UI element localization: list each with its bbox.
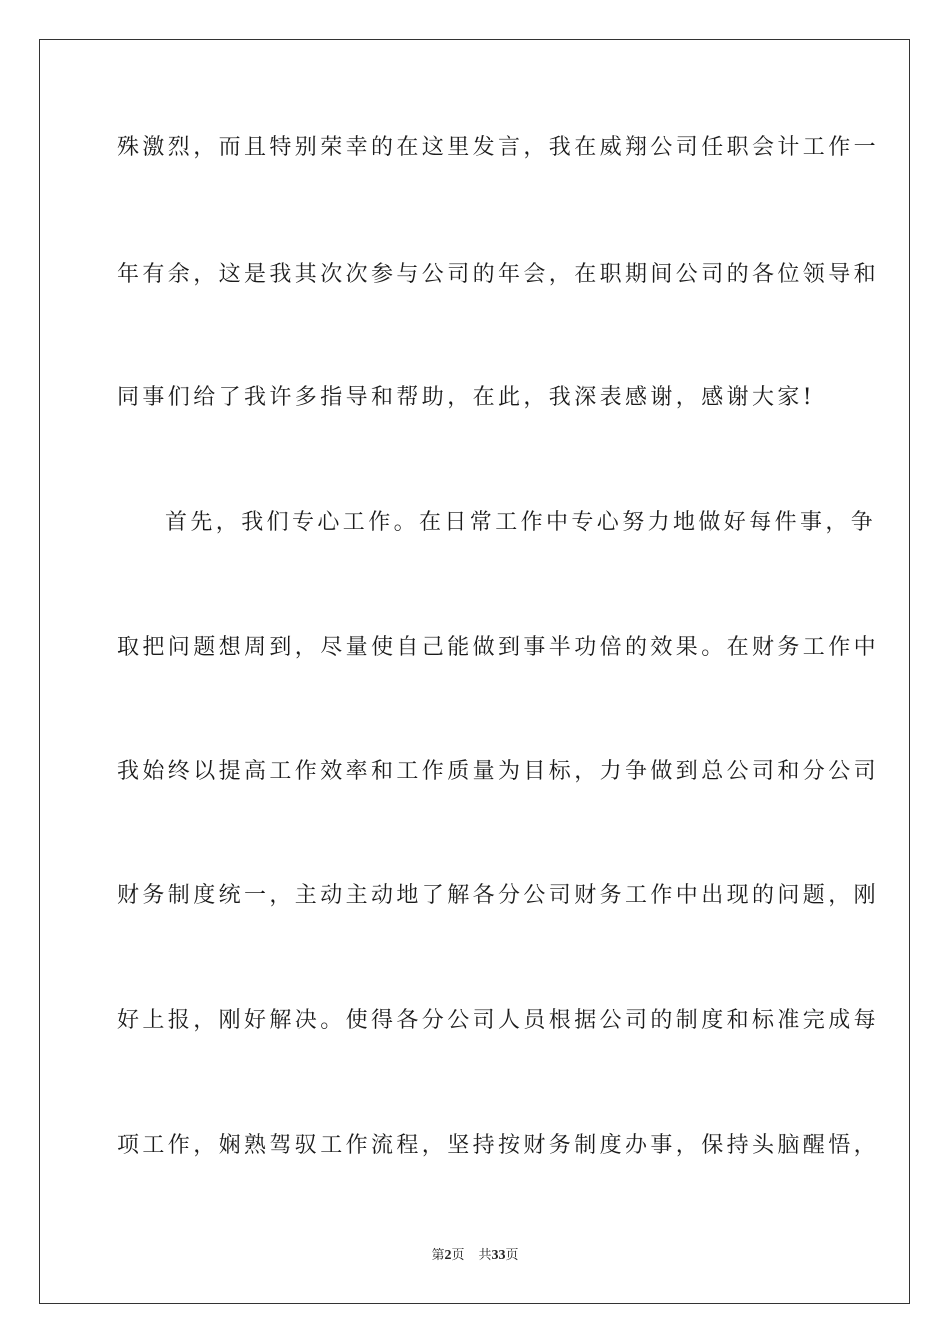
body-line-2: 年有余，这是我其次次参与公司的年会，在职期间公司的各位领导和 <box>117 262 880 287</box>
body-line-5: 取把问题想周到，尽量使自己能做到事半功倍的效果。在财务工作中 <box>117 635 880 660</box>
footer-page-prefix: 第 <box>431 1248 445 1263</box>
body-line-7: 财务制度统一，主动主动地了解各分公司财务工作中出现的问题，刚 <box>117 883 880 908</box>
footer-total-suffix: 页 <box>505 1248 519 1263</box>
body-line-3: 同事们给了我许多指导和帮助，在此，我深表感谢，感谢大家! <box>117 385 816 410</box>
footer-total-number: 33 <box>491 1248 506 1263</box>
page-border <box>39 39 910 1304</box>
body-line-6: 我始终以提高工作效率和工作质量为目标，力争做到总公司和分公司 <box>117 759 880 784</box>
page-footer <box>0 1248 950 1264</box>
footer-total-prefix: 共 <box>478 1248 492 1263</box>
body-line-4: 首先，我们专心工作。在日常工作中专心努力地做好每件事，争 <box>165 510 877 535</box>
footer-page-number: 2 <box>444 1248 452 1263</box>
body-line-8: 好上报，刚好解决。使得各分公司人员根据公司的制度和标准完成每 <box>117 1008 880 1033</box>
body-line-1: 殊激烈，而且特别荣幸的在这里发言，我在威翔公司任职会计工作一 <box>117 135 880 160</box>
footer-page-suffix: 页 <box>451 1248 465 1263</box>
body-line-9: 项工作，娴熟驾驭工作流程，坚持按财务制度办事，保持头脑醒悟， <box>117 1133 880 1158</box>
